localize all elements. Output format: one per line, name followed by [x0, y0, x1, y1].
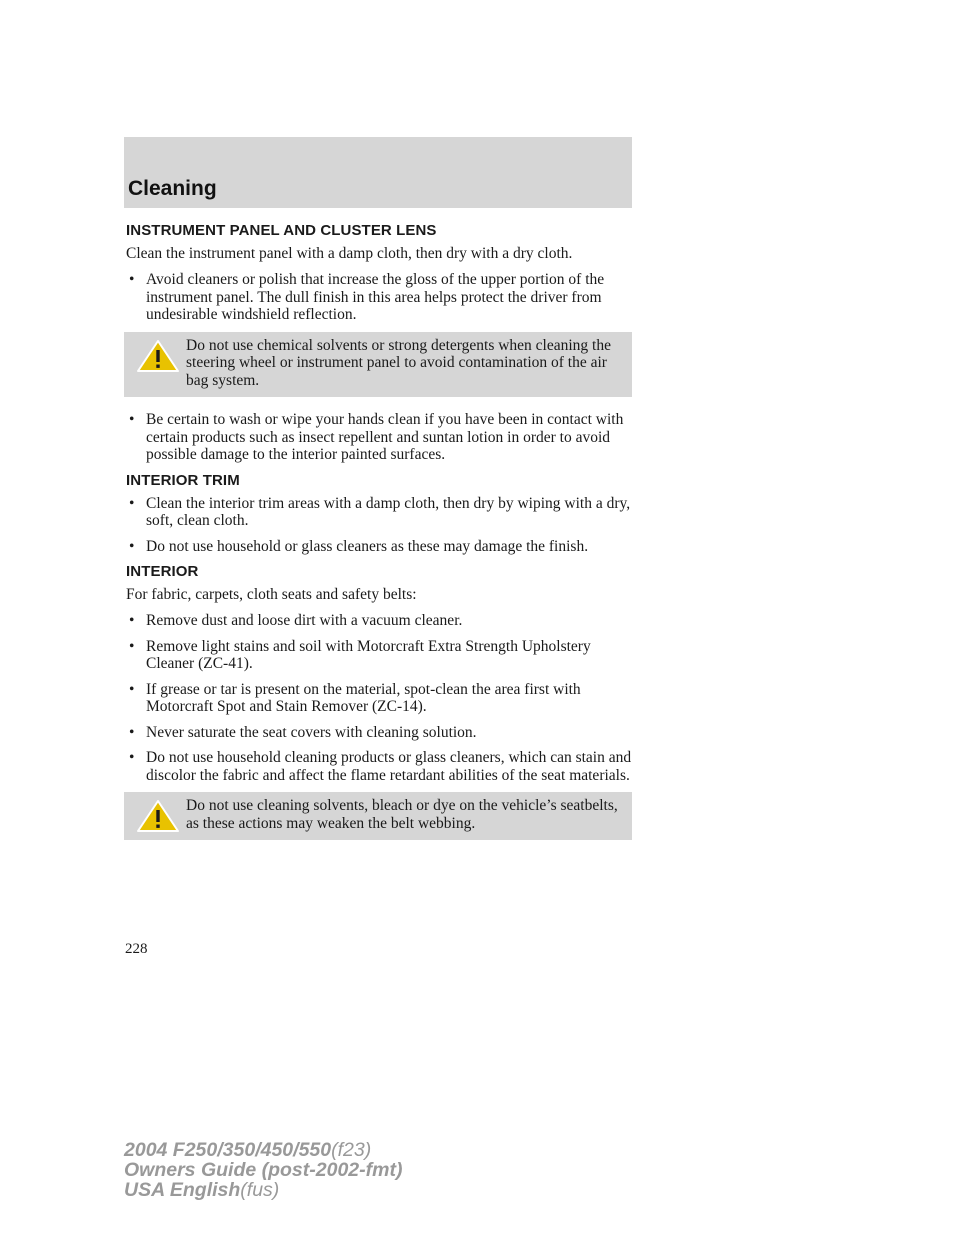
bullet-dot: • [129, 637, 135, 655]
page-title: Cleaning [128, 177, 217, 200]
footer-line-language [124, 1180, 402, 1200]
list-item [124, 724, 632, 742]
list-item [124, 411, 632, 464]
footer-line-guide: Owners Guide (post-2002-fmt) [124, 1159, 403, 1181]
warning-box-seatbelts [124, 792, 632, 840]
header-band [124, 137, 632, 208]
list-item-text: If grease or tar is present on the material, spot-clean the area first with Motorcraft Spot and Stain Remover (ZC-14). [146, 680, 581, 715]
bullet-dot: • [129, 271, 135, 288]
warning-triangle-icon [136, 799, 180, 833]
list-item [124, 749, 632, 784]
list-item [124, 495, 632, 530]
list-item [124, 538, 632, 556]
list-item-text: Remove dust and loose dirt with a vacuum cleaner. [146, 612, 463, 629]
interior-intro: For fabric, carpets, cloth seats and safety belts: [126, 586, 417, 603]
list-item-text: Never saturate the seat covers with cleaning solution. [146, 723, 477, 741]
document-footer [124, 1140, 402, 1200]
list-item-text: Avoid cleaners or polish that increase the gloss of the upper portion of the instrument panel. The dull finish in this area helps protect the driver from undesirable windshield reflection. [146, 271, 605, 323]
footer-language: USA English [124, 1179, 241, 1201]
heading-interior-trim: INTERIOR TRIM [126, 471, 240, 489]
heading-instrument-panel: INSTRUMENT PANEL AND CLUSTER LENS [126, 222, 437, 239]
footer-language-code: (fus) [240, 1179, 280, 1201]
footer-line-model [124, 1140, 402, 1160]
page-content [124, 214, 632, 854]
footer-model-code: (f23) [331, 1139, 372, 1161]
warning-triangle-icon [136, 339, 180, 373]
bullet-dot: • [129, 537, 135, 555]
footer-model: 2004 F250/350/450/550 [124, 1139, 332, 1161]
heading-interior: INTERIOR [126, 563, 199, 580]
bullet-dot: • [129, 749, 135, 766]
instrument-intro: Clean the instrument panel with a damp cloth, then dry with a dry cloth. [126, 245, 573, 262]
list-item-text: Be certain to wash or wipe your hands clean if you have been in contact with certain products such as insect repellent and suntan lotion in order to avoid possible damage to the interior painted surfaces. [146, 411, 624, 463]
bullet-dot: • [129, 494, 135, 512]
list-item [124, 271, 632, 324]
bullet-dot: • [129, 411, 135, 428]
list-item-text: Clean the interior trim areas with a damp cloth, then dry by wiping with a dry, soft, clean cloth. [146, 494, 631, 529]
list-item-text: Do not use household cleaning products or glass cleaners, which can stain and discolor the fabric and affect the flame retardant abilities of the seat materials. [146, 749, 632, 784]
list-item-text: Remove light stains and soil with Motorcraft Extra Strength Upholstery Cleaner (ZC-41). [146, 637, 591, 672]
list-item [124, 612, 632, 630]
warning-text: Do not use cleaning solvents, bleach or dye on the vehicle’s seatbelts, as these actions may weaken the belt webbing. [186, 797, 618, 832]
list-item-text: Do not use household or glass cleaners as these may damage the finish. [146, 537, 589, 555]
bullet-dot: • [129, 680, 135, 698]
warning-text: Do not use chemical solvents or strong detergents when cleaning the steering wheel or instrument panel to avoid contamination of the air bag system. [186, 336, 611, 389]
bullet-dot: • [129, 723, 135, 741]
bullet-dot: • [129, 612, 135, 629]
list-item [124, 681, 632, 716]
page-number: 228 [125, 941, 148, 957]
warning-box-airbag [124, 332, 632, 398]
list-item [124, 638, 632, 673]
